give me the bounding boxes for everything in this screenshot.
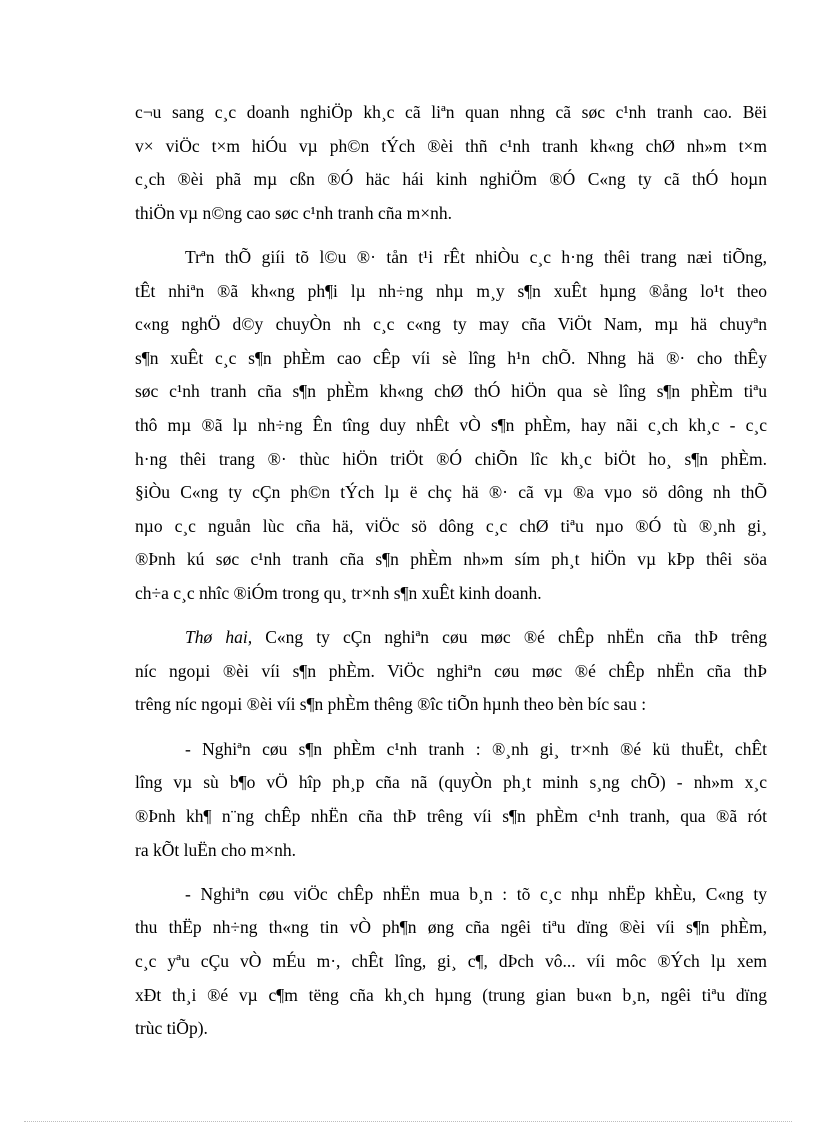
text-line: thiÖn vµ n©ng cao søc c¹nh tranh cña m×nh. (135, 202, 452, 223)
text-line: - Nghiªn cøu s¶n phÈm c¹nh tranh : ®¸nh gi¸ tr×nh ®é kü thuËt, chÊt (185, 738, 767, 759)
text-line: ®Þnh kh¶ n¨ng chÊp nhËn cña thÞ trêng víi s¶n phÈm c¹nh tranh, qua ®ã rót (135, 805, 767, 826)
text-line: níc ngoµi ®èi víi s¶n phÈm. ViÖc nghiªn cøu møc ®é chÊp nhËn cña thÞ (135, 660, 767, 681)
paragraph-1 (135, 96, 767, 230)
text-line: Trªn thÕ giíi tõ l©u ®· tån t¹i rÊt nhiÒu c¸c h·ng thêi trang næi tiÕng, (185, 247, 767, 268)
text-line: - Nghiªn cøu viÖc chÊp nhËn mua b¸n : tõ c¸c nhµ nhËp khÈu, C«ng ty (185, 883, 767, 904)
paragraph-5 (135, 878, 767, 1046)
text-line: C«ng ty cÇn nghiªn cøu møc ®é chÊp nhËn cña thÞ trêng (265, 627, 768, 648)
text-line-with-lead (135, 621, 767, 655)
text-line: thu thËp nh÷ng th«ng tin vÒ ph¶n øng cña ngêi tiªu dïng ®èi víi s¶n phÈm, (135, 917, 767, 938)
text-line: c¸ch ®èi phã mµ cßn ®Ó häc hái kinh nghiÖm ®Ó C«ng ty cã thÓ hoµn (135, 169, 767, 190)
italic-lead-text: Thø hai, (185, 627, 253, 648)
paragraph-4 (135, 733, 767, 867)
page-bottom-divider (24, 1121, 792, 1122)
text-line: ra kÕt luËn cho m×nh. (135, 839, 297, 860)
paragraph-3 (135, 621, 767, 722)
text-line: thô mµ ®ã lµ nh÷ng Ên tîng duy nhÊt vÒ s¶n phÈm, hay nãi c¸ch kh¸c - c¸c (135, 415, 767, 436)
body-text (135, 96, 767, 1056)
text-line: c«ng nghÖ d©y chuyÒn nh c¸c c«ng ty may cña ViÖt Nam, mµ hä chuyªn (135, 314, 767, 335)
text-line: trêng níc ngoµi ®èi víi s¶n phÈm thêng ®îc tiÕn hµnh theo bèn bíc sau : (135, 694, 647, 715)
text-line: h·ng thêi trang ®· thùc hiÖn triÖt ®Ó chiÕn lîc kh¸c biÖt ho¸ s¶n phÈm. (135, 448, 767, 469)
text-line: s¶n xuÊt c¸c s¶n phÈm cao cÊp víi sè lîng h¹n chÕ. Nhng hä ®· cho thÊy (135, 347, 767, 368)
text-line: ®Þnh kú søc c¹nh tranh cña s¶n phÈm nh»m sím ph¸t hiÖn vµ kÞp thêi söa (135, 549, 767, 570)
text-line: c¸c yªu cÇu vÒ mÉu m·, chÊt lîng, gi¸ c¶, dÞch vô... víi môc ®Ých lµ xem (135, 951, 767, 971)
text-line: xÐt th¸i ®é vµ c¶m tëng cña kh¸ch hµng (trung gian bu«n b¸n, ngêi tiªu dïng (135, 984, 767, 1005)
text-line: §iÒu C«ng ty cÇn ph©n tÝch lµ ë chç hä ®· cã vµ ®a vµo sö dông nh thÕ (135, 482, 767, 503)
text-line: nµo c¸c nguån lùc cña hä, viÖc sö dông c¸c chØ tiªu nµo ®Ó tù ®¸nh gi¸ (135, 515, 767, 536)
paragraph-2 (135, 241, 767, 611)
text-line: trùc tiÕp). (135, 1018, 208, 1039)
text-line: ch÷a c¸c nhîc ®iÓm trong qu¸ tr×nh s¶n xuÊt kinh doanh. (135, 583, 542, 603)
text-line: c¬u sang c¸c doanh nghiÖp kh¸c cã liªn quan nhng cã søc c¹nh tranh cao. Bëi (135, 102, 767, 122)
text-line: tÊt nhiªn ®ã kh«ng ph¶i lµ nh÷ng nhµ m¸y s¶n xuÊt hµng ®ång lo¹t theo (135, 280, 767, 301)
text-line: v× viÖc t×m hiÓu vµ ph©n tÝch ®èi thñ c¹nh tranh kh«ng chØ nh»m t×m (135, 135, 767, 156)
text-line: søc c¹nh tranh cña s¶n phÈm kh«ng chØ thÓ hiÖn qua sè lîng s¶n phÈm tiªu (135, 381, 767, 402)
text-line: lîng vµ sù b¶o vÖ hîp ph¸p cña nã (quyÒn ph¸t minh s¸ng chÕ) - nh»m x¸c (135, 772, 767, 793)
